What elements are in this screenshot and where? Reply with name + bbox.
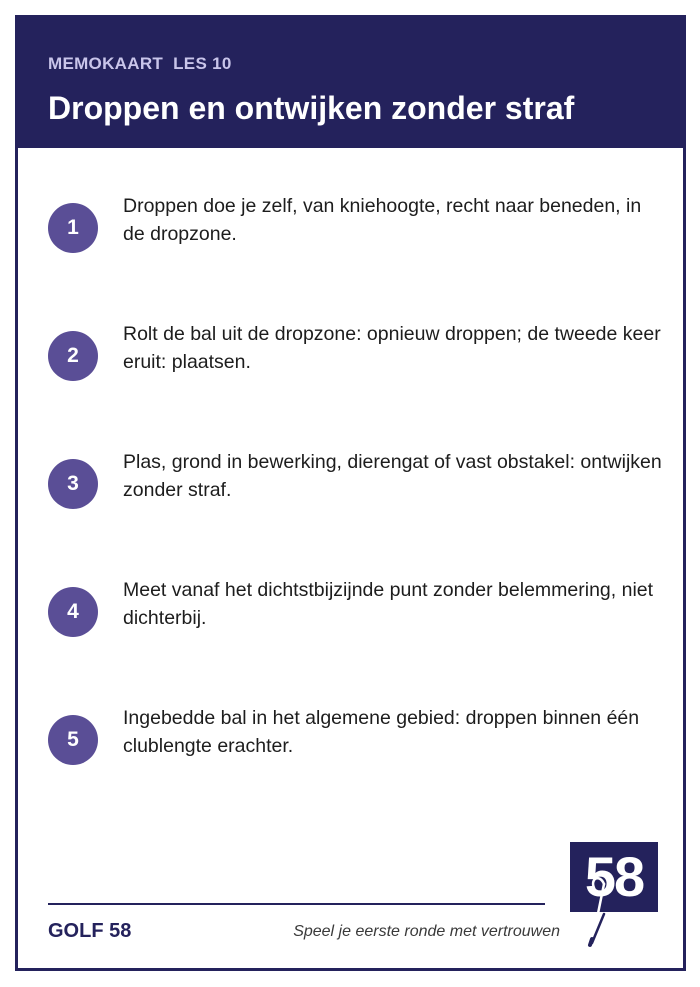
step-text: Plas, grond in bewerking, dierengat of vast obstakel: ontwijken zonder straf. — [123, 451, 662, 501]
step-text: Ingebedde bal in het algemene gebied: droppen binnen één clublengte erachter. — [123, 707, 640, 757]
step-number-badge: 3 — [48, 459, 98, 509]
step-number-badge: 4 — [48, 587, 98, 637]
step-number-badge: 1 — [48, 203, 98, 253]
card-header — [18, 18, 683, 148]
footer-tagline: Speel je eerste ronde met vertrouwen — [293, 923, 560, 940]
step-number-badge: 2 — [48, 331, 98, 381]
footer-brand: GOLF 58 — [48, 920, 132, 942]
golf-club-icon — [570, 842, 658, 972]
memo-card — [15, 15, 686, 971]
card-kicker: MEMOKAART LES 10 — [48, 54, 232, 73]
step-number-badge: 5 — [48, 715, 98, 765]
step-text: Rolt de bal uit de dropzone: opnieuw droppen; de tweede keer eruit: plaatsen. — [123, 323, 661, 373]
logo-number: 58 — [584, 845, 644, 908]
footer-divider — [48, 903, 545, 905]
card-title: Droppen en ontwijken zonder straf — [48, 90, 575, 126]
step-text: Meet vanaf het dichtstbijzijnde punt zonder belemmering, niet dichterbij. — [123, 579, 654, 629]
step-text: Droppen doe je zelf, van kniehoogte, recht naar beneden, in de dropzone. — [123, 195, 642, 245]
